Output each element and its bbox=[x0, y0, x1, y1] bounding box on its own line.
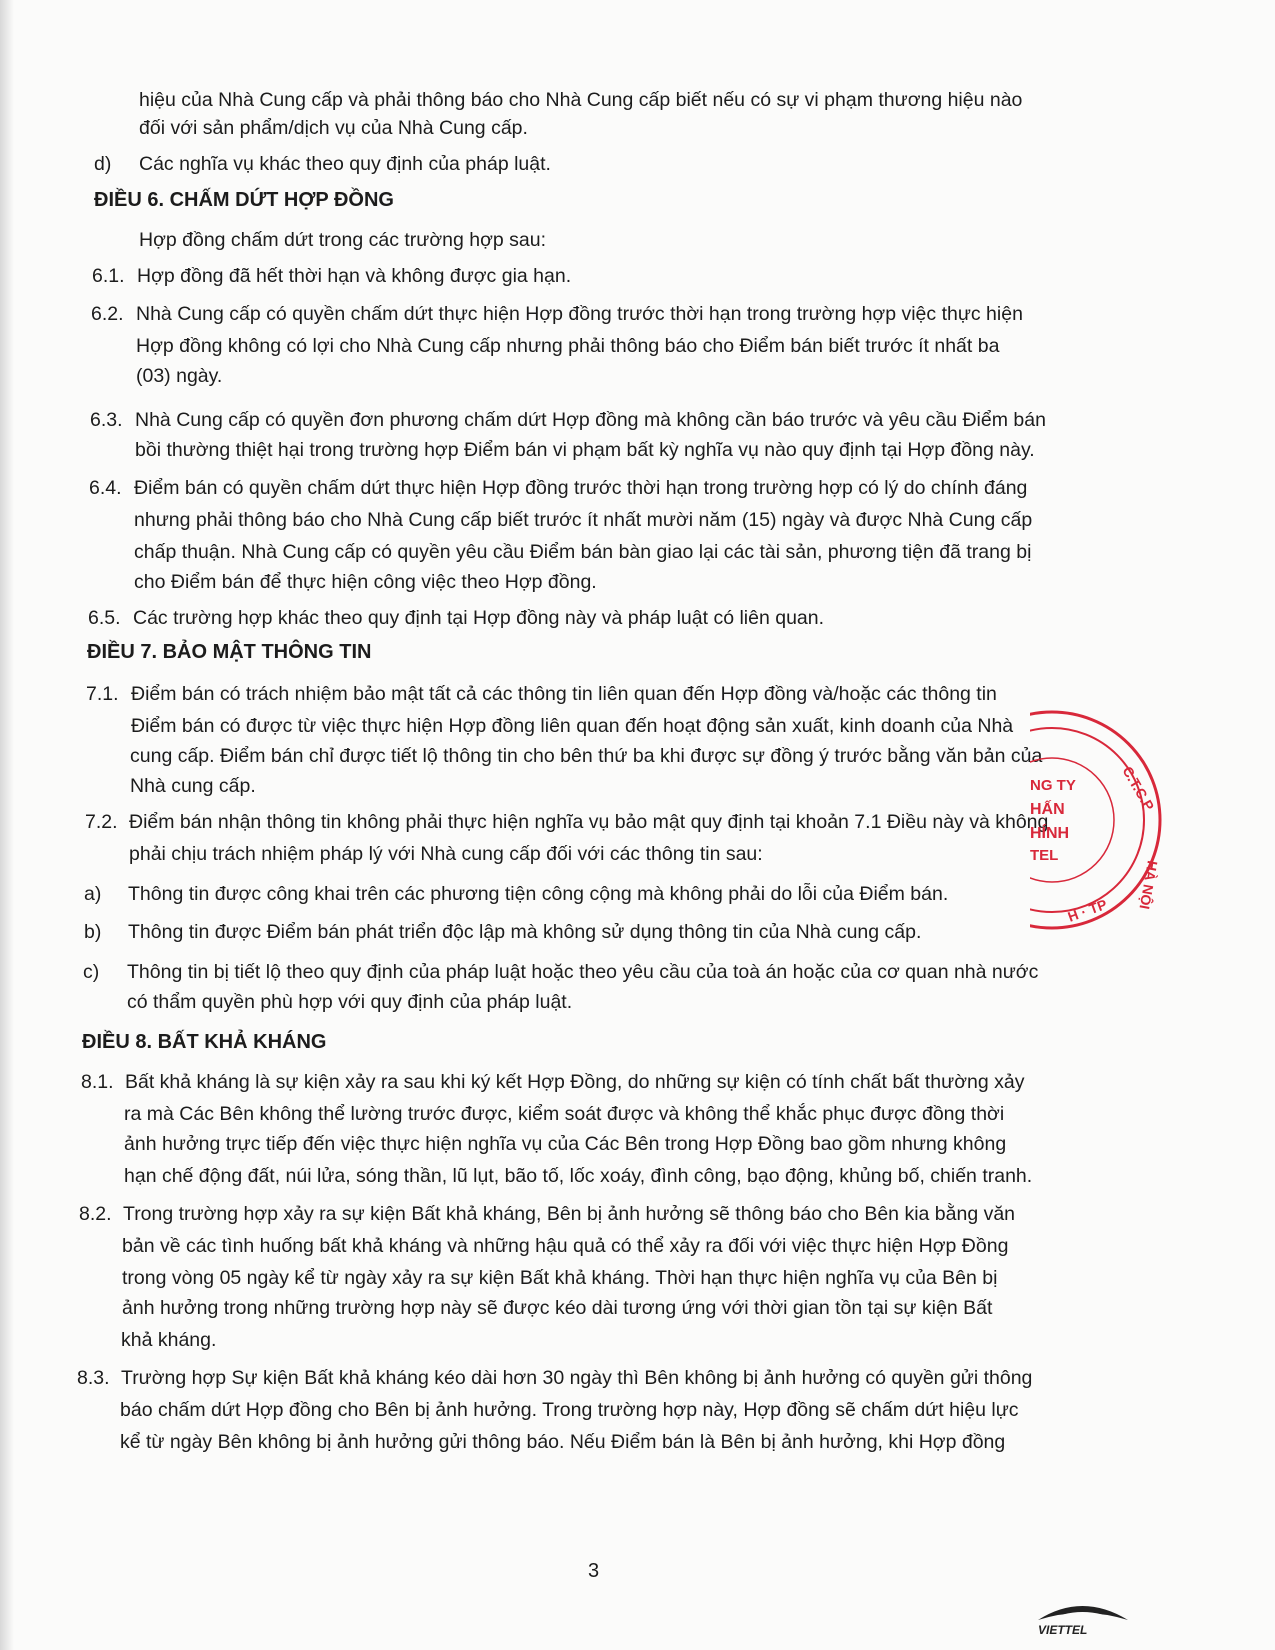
item-text: Nhà Cung cấp có quyền đơn phương chấm dứt Hợp đồng mà không cần báo trước và yêu cầu Điểm bán bbox=[135, 409, 1046, 431]
svg-text:HÍNH: HÍNH bbox=[1030, 825, 1070, 842]
item-number: 6.5. bbox=[88, 607, 121, 629]
item-text: (03) ngày. bbox=[136, 365, 223, 387]
item-number: 6.2. bbox=[91, 303, 124, 325]
subitem-text: Thông tin được Điểm bán phát triển độc lập mà không sử dụng thông tin của Nhà cung cấp. bbox=[128, 921, 922, 943]
svg-text:TEL: TEL bbox=[1030, 847, 1059, 864]
item-text: Trường hợp Sự kiện Bất khả kháng kéo dài hơn 30 ngày thì Bên không bị ảnh hưởng có quyền gửi thông bbox=[121, 1367, 1033, 1389]
item-text: phải chịu trách nhiệm pháp lý với Nhà cung cấp đối với các thông tin sau: bbox=[129, 843, 763, 865]
svg-text:NG TY: NG TY bbox=[1030, 777, 1076, 794]
item-text: báo chấm dứt Hợp đồng cho Bên bị ảnh hưởng. Trong trường hợp này, Hợp đồng sẽ chấm dứt hiệu lực bbox=[120, 1399, 1019, 1421]
item-text: cho Điểm bán để thực hiện công việc theo Hợp đồng. bbox=[134, 571, 597, 593]
subitem-text: Thông tin được công khai trên các phương tiện công cộng mà không phải do lỗi của Điểm bán. bbox=[128, 883, 949, 905]
article-6-intro: Hợp đồng chấm dứt trong các trường hợp sau: bbox=[139, 229, 547, 251]
item-text: chấp thuận. Nhà Cung cấp có quyền yêu cầu Điểm bán bàn giao lại các tài sản, phương tiện đã trang bị bbox=[134, 541, 1032, 563]
item-text: Bất khả kháng là sự kiện xảy ra sau khi ký kết Hợp Đồng, do những sự kiện có tính chất bất thường xảy bbox=[125, 1071, 1025, 1093]
subitem-text: Thông tin bị tiết lộ theo quy định của pháp luật hoặc theo yêu cầu của toà án hoặc của cơ quan nhà nước bbox=[127, 961, 1039, 983]
article-8-heading: ĐIỀU 8. BẤT KHẢ KHÁNG bbox=[82, 1031, 327, 1053]
item-text: Điểm bán có quyền chấm dứt thực hiện Hợp đồng trước thời hạn trong trường hợp có lý do chính đáng bbox=[134, 477, 1028, 499]
item-text: nhưng phải thông báo cho Nhà Cung cấp biết trước ít nhất mười năm (15) ngày và được Nhà Cung cấp bbox=[134, 509, 1033, 531]
item-text: Trong trường hợp xảy ra sự kiện Bất khả kháng, Bên bị ảnh hưởng sẽ thông báo cho Bên kia bằng văn bbox=[123, 1203, 1016, 1225]
continuation-line: hiệu của Nhà Cung cấp và phải thông báo cho Nhà Cung cấp biết nếu có sự vi phạm thương hiệu nào bbox=[139, 89, 1023, 111]
item-text: Điểm bán nhận thông tin không phải thực hiện nghĩa vụ bảo mật quy định tại khoản 7.1 Điều này và không bbox=[129, 811, 1049, 833]
item-number: 7.1. bbox=[86, 683, 119, 705]
viettel-logo bbox=[1030, 1598, 1140, 1638]
item-text: hạn chế động đất, núi lửa, sóng thần, lũ lụt, bão tố, lốc xoáy, đình công, bạo động, khủng bố, chiến tranh. bbox=[124, 1165, 1033, 1187]
item-text: Điểm bán có trách nhiệm bảo mật tất cả các thông tin liên quan đến Hợp đồng và/hoặc các thông tin bbox=[131, 683, 997, 705]
item-text: Điểm bán có được từ việc thực hiện Hợp đồng liên quan đến hoạt động sản xuất, kinh doanh của Nhà bbox=[131, 715, 1014, 737]
item-text: kể từ ngày Bên không bị ảnh hưởng gửi thông báo. Nếu Điểm bán là Bên bị ảnh hưởng, khi Hợp đồng bbox=[120, 1431, 1006, 1453]
company-seal-stamp bbox=[1030, 710, 1180, 940]
page-number: 3 bbox=[588, 1560, 600, 1582]
subitem-text: có thẩm quyền phù hợp với quy định của pháp luật. bbox=[127, 991, 573, 1013]
item-text: Hợp đồng đã hết thời hạn và không được gia hạn. bbox=[137, 265, 572, 287]
item-text: bồi thường thiệt hại trong trường hợp Điểm bán vi phạm bất kỳ nghĩa vụ nào quy định tại Hợp đồng này. bbox=[135, 439, 1035, 461]
continuation-line: đối với sản phẩm/dịch vụ của Nhà Cung cấp. bbox=[139, 117, 528, 139]
item-text: trong vòng 05 ngày kể từ ngày xảy ra sự kiện Bất khả kháng. Thời hạn thực hiện nghĩa vụ của Bên bị bbox=[122, 1267, 998, 1289]
scan-edge-shadow bbox=[0, 0, 14, 1650]
item-text: bản về các tình huống bất khả kháng và những hậu quả có thể xảy ra đối với việc thực hiện Hợp Đồng bbox=[122, 1235, 1009, 1257]
item-text: khả kháng. bbox=[121, 1329, 217, 1351]
svg-text:HÀ NỘI: HÀ NỘI bbox=[1136, 859, 1161, 911]
item-number: 8.1. bbox=[81, 1071, 114, 1093]
article-7-heading: ĐIỀU 7. BẢO MẬT THÔNG TIN bbox=[87, 641, 372, 663]
item-text: Hợp đồng không có lợi cho Nhà Cung cấp nhưng phải thông báo cho Điểm bán biết trước ít nhất ba bbox=[136, 335, 1000, 357]
item-text: Nhà Cung cấp có quyền chấm dứt thực hiện Hợp đồng trước thời hạn trong trường hợp việc thực hiện bbox=[136, 303, 1023, 325]
item-text: cung cấp. Điểm bán chỉ được tiết lộ thông tin cho bên thứ ba khi được sự đồng ý trước bằng văn bản của bbox=[130, 745, 1043, 767]
item-number: 8.2. bbox=[79, 1203, 112, 1225]
item-number: 6.3. bbox=[90, 409, 123, 431]
logo-wordmark: VIETTEL bbox=[1038, 1623, 1088, 1637]
item-text: ảnh hưởng trực tiếp đến việc thực hiện nghĩa vụ của Các Bên trong Hợp Đồng bao gồm nhưng không bbox=[124, 1133, 1007, 1155]
subitem-letter: b) bbox=[84, 921, 102, 943]
subitem-letter: c) bbox=[83, 961, 100, 983]
item-number: 6.1. bbox=[92, 265, 125, 287]
subitem-letter: a) bbox=[84, 883, 102, 905]
item-text: Các nghĩa vụ khác theo quy định của pháp luật. bbox=[139, 153, 551, 175]
item-text: Nhà cung cấp. bbox=[130, 775, 256, 797]
item-number: d) bbox=[94, 153, 112, 175]
item-text: ảnh hưởng trong những trường hợp này sẽ được kéo dài tương ứng với thời gian tồn tại sự kiện Bất bbox=[122, 1297, 993, 1319]
article-6-heading: ĐIỀU 6. CHẤM DỨT HỢP ĐỒNG bbox=[94, 189, 394, 211]
svg-text:H · TP: H · TP bbox=[1065, 895, 1110, 925]
item-text: Các trường hợp khác theo quy định tại Hợp đồng này và pháp luật có liên quan. bbox=[133, 607, 825, 629]
item-text: ra mà Các Bên không thể lường trước được, kiểm soát được và không thể khắc phục được đồng thời bbox=[124, 1103, 1005, 1125]
item-number: 7.2. bbox=[85, 811, 118, 833]
svg-text:HẤN: HẤN bbox=[1030, 801, 1065, 818]
item-number: 8.3. bbox=[77, 1367, 110, 1389]
item-number: 6.4. bbox=[89, 477, 122, 499]
svg-text:C.T.C.P: C.T.C.P bbox=[1119, 763, 1158, 814]
